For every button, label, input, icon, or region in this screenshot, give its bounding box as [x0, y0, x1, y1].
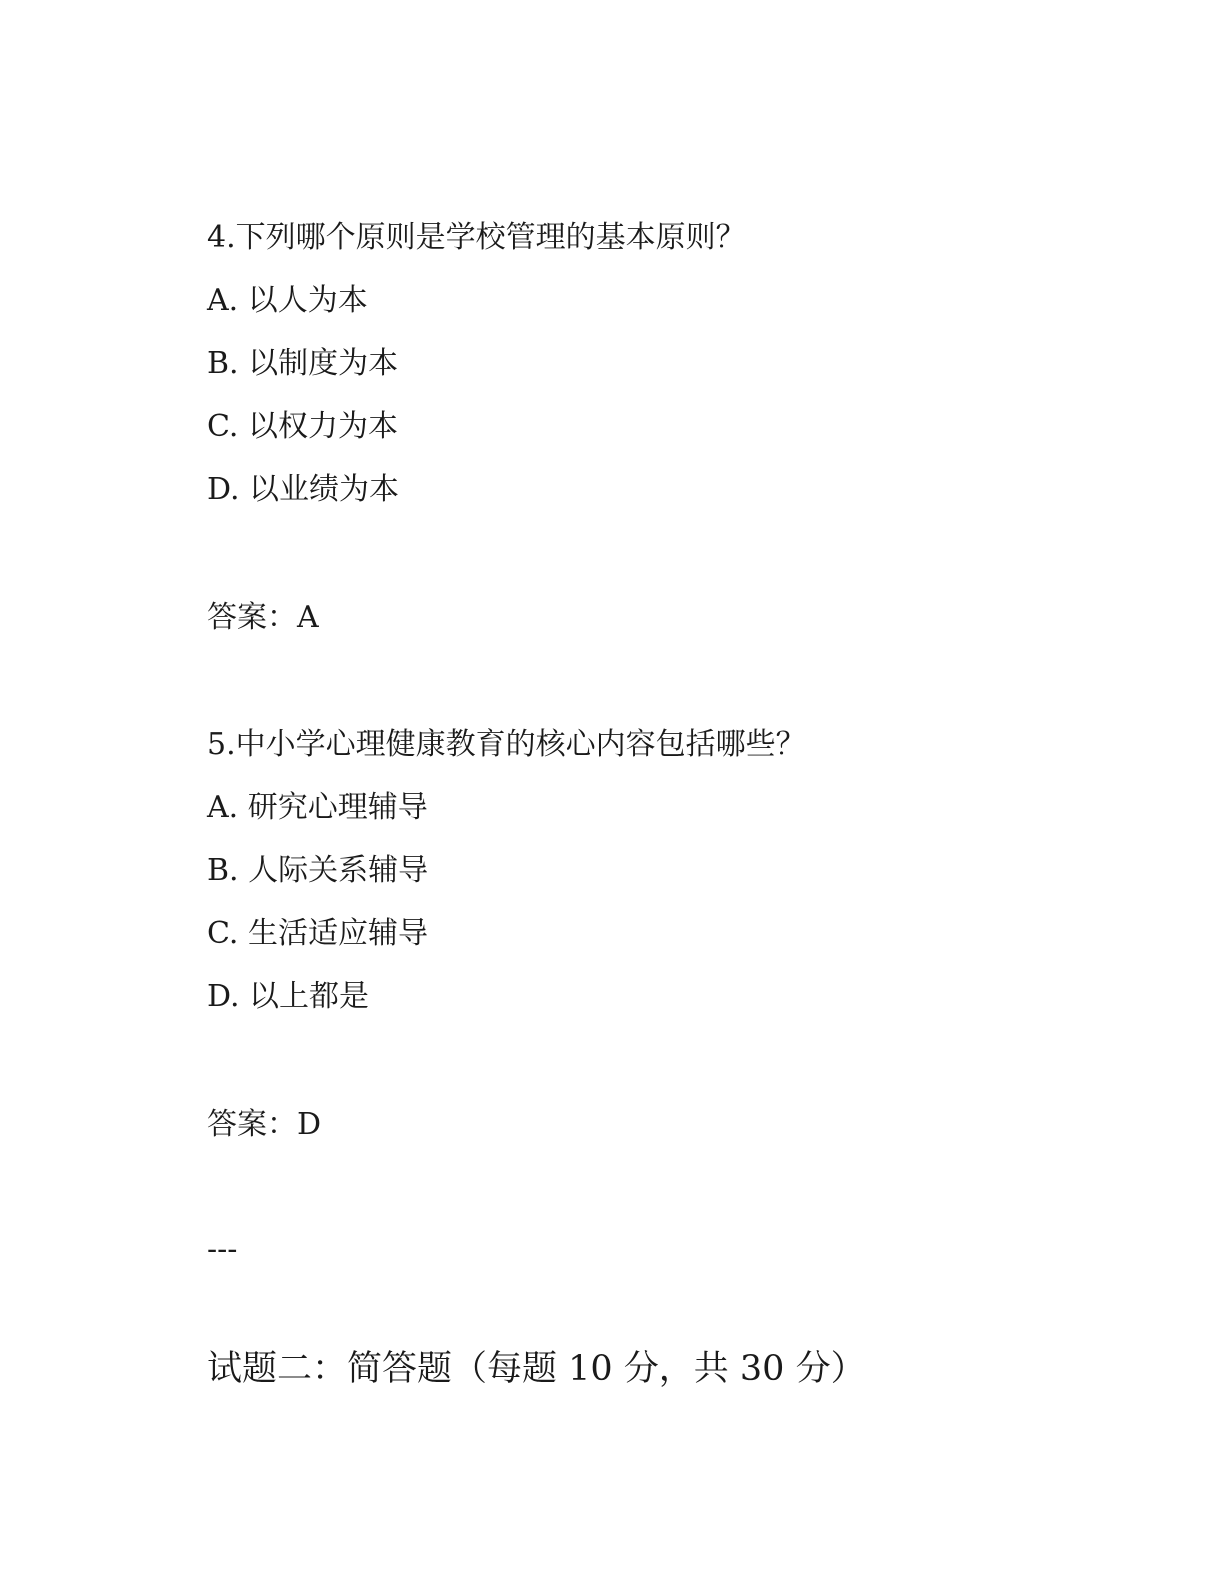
question-4-option-a: A. 以人为本: [207, 283, 368, 318]
question-5-prompt: 5.中小学心理健康教育的核心内容包括哪些？: [207, 727, 806, 762]
question-5-option-b: B. 人际关系辅导: [207, 853, 429, 888]
question-5-option-a: A. 研究心理辅导: [207, 790, 428, 825]
section-heading: 试题二：简答题（每题 10 分，共 30 分）: [207, 1349, 866, 1389]
question-4-option-b: B. 以制度为本: [207, 346, 399, 381]
question-5-option-d: D. 以上都是: [207, 979, 370, 1014]
question-4-prompt: 4.下列哪个原则是学校管理的基本原则？: [207, 220, 746, 255]
question-4-option-c: C. 以权力为本: [207, 409, 398, 444]
question-5-option-c: C. 生活适应辅导: [207, 916, 428, 951]
question-4-answer: 答案：A: [207, 600, 319, 635]
section-separator: ---: [207, 1232, 238, 1267]
question-5-answer: 答案：D: [207, 1107, 322, 1142]
question-4-option-d: D. 以业绩为本: [207, 472, 400, 507]
